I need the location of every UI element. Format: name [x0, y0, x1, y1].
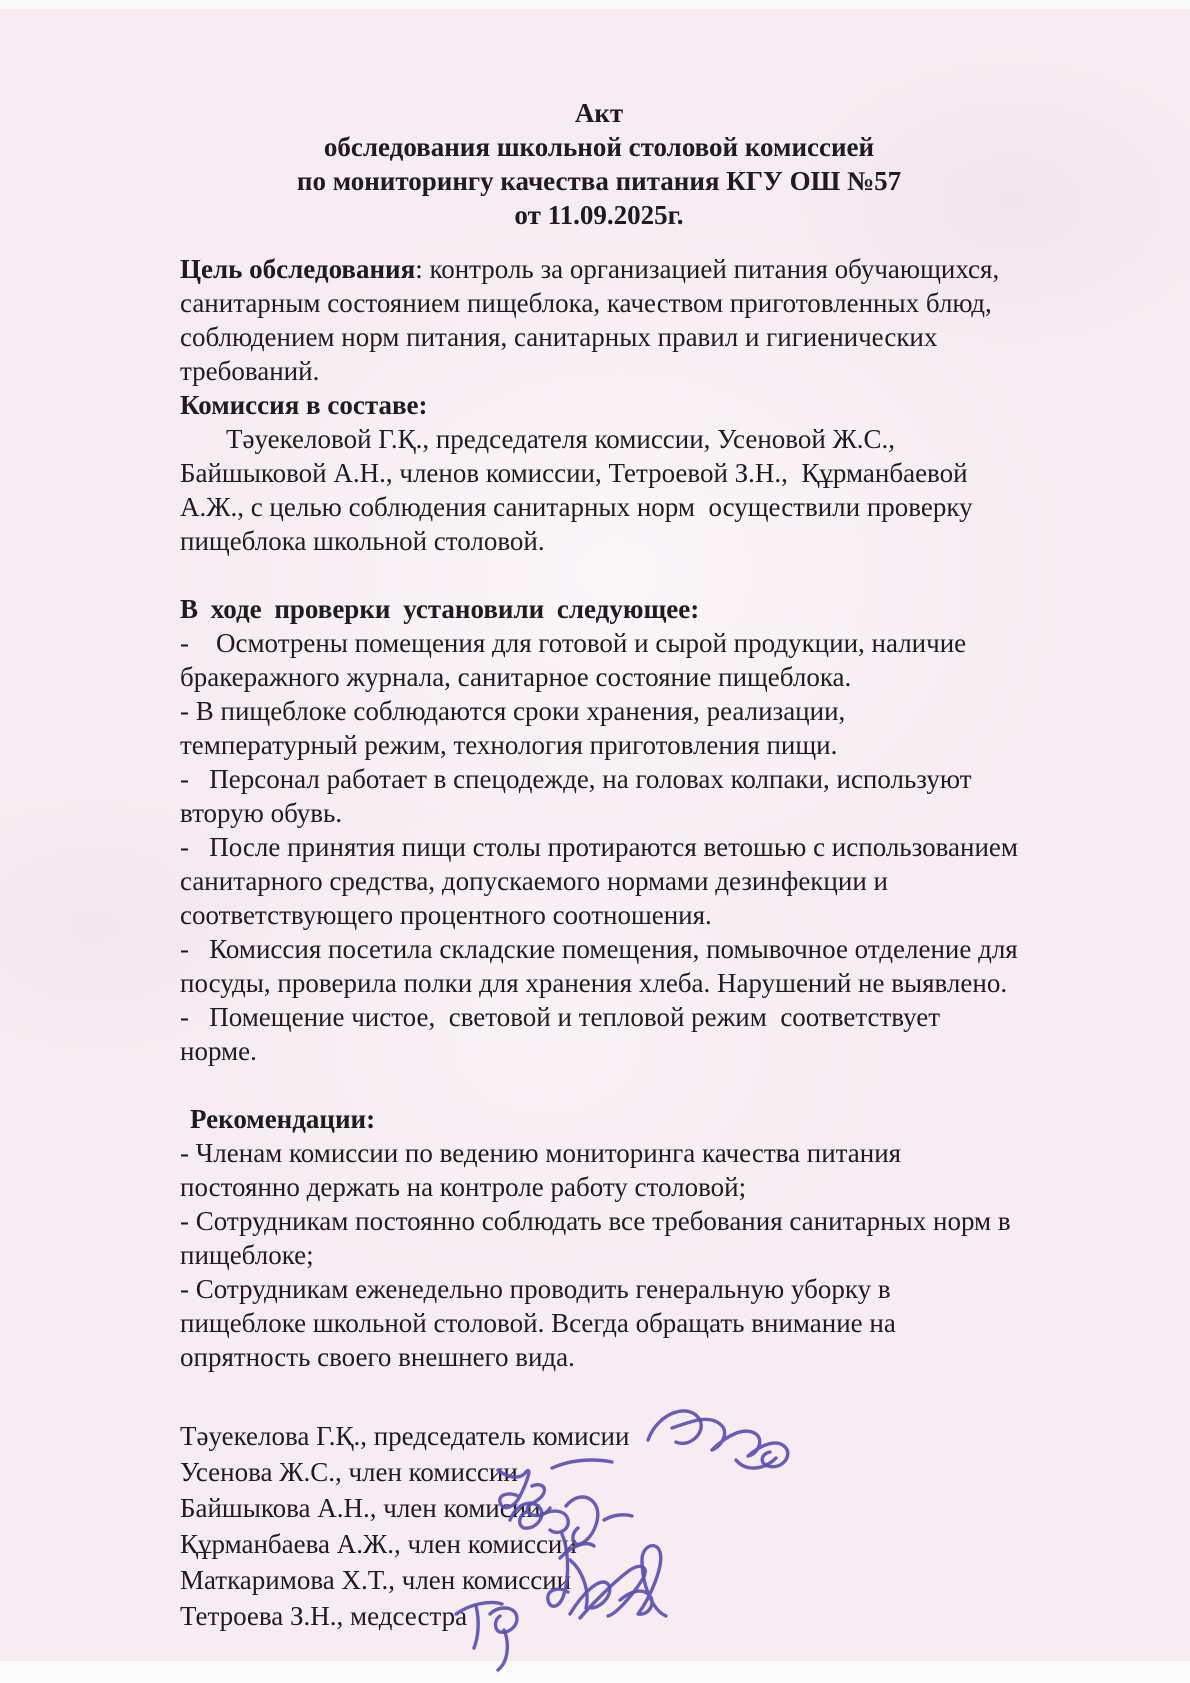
findings-heading: В ходе проверки установили следующее:: [180, 594, 700, 624]
finding-item: - Осмотрены помещения для готовой и сырой продукции, наличие бракеражного журнала, санитарное состояние пищеблока.: [180, 628, 973, 692]
scan-edge-top: [0, 0, 1190, 9]
finding-item: - После принятия пищи столы протираются ветошью с использованием санитарного средства, допускаемого нормами дезинфекции и соответствующего процентного соотношения.: [180, 832, 1025, 930]
document-title: [180, 96, 1018, 232]
finding-item: - Помещение чистое, световой и тепловой режим соответствует норме.: [180, 1002, 947, 1066]
recommendations-heading: Рекомендации:: [190, 1104, 376, 1134]
scan-edge-bottom: [0, 1661, 1190, 1683]
title-line-1: Акт: [574, 98, 624, 128]
signature-row: Құрманбаева А.Ж., член комиссии: [180, 1529, 577, 1559]
purpose-label: Цель обследования: [180, 254, 416, 284]
recommendation-item: - Членам комиссии по ведению мониторинга качества питания постоянно держать на контроле работу столовой;: [180, 1138, 908, 1202]
finding-item: - Комиссия посетила складские помещения, помывочное отделение для посуды, проверила полки для хранения хлеба. Нарушений не выявлено.: [180, 934, 1025, 998]
signature-row: Байшыкова А.Н., член комисии: [180, 1493, 541, 1523]
signature-row: Тетроева З.Н., медсестра: [180, 1601, 468, 1631]
document-body: [180, 96, 1025, 1634]
finding-item: - Персонал работает в спецодежде, на головах колпаки, используют вторую обувь.: [180, 764, 979, 828]
title-line-2: обследования школьной столовой комиссией: [323, 132, 875, 162]
signature-block: [180, 1418, 1018, 1634]
finding-item: - В пищеблоке соблюдаются сроки хранения, реализации, температурный режим, технология приготовления пищи.: [180, 696, 853, 760]
commission-paragraph: Тәуекеловой Г.Қ., председателя комиссии, Усеновой Ж.С., Байшыковой А.Н., членов комиссии, Тетроевой З.Н., Құрманбаевой А.Ж., с целью соблюдения санитарных норм осуществили проверку пищеблока школьной столовой.: [180, 424, 980, 556]
recommendation-item: - Сотрудникам постоянно соблюдать все требования санитарных норм в пищеблоке;: [180, 1206, 1018, 1270]
signature-row: Тәуекелова Г.Қ., председатель комисии: [180, 1421, 630, 1451]
commission-heading: Комиссия в составе:: [180, 390, 428, 420]
title-line-4: от 11.09.2025г.: [514, 200, 684, 230]
purpose-text: : контроль за организацией питания обучающихся, санитарным состоянием пищеблока, качеством приготовленных блюд, соблюдением норм питания, санитарных правил и гигиенических требований.: [180, 254, 1006, 386]
signature-row: Маткаримова Х.Т., член комиссии: [180, 1565, 572, 1595]
purpose-paragraph: [180, 252, 1018, 388]
title-line-3: по мониторингу качества питания КГУ ОШ №57: [296, 166, 902, 196]
recommendation-item: - Сотрудникам еженедельно проводить генеральную уборку в пищеблоке школьной столовой. Всегда обращать внимание на опрятность своего внешнего вида.: [180, 1274, 903, 1372]
signature-row: Усенова Ж.С., член комиссии: [180, 1457, 518, 1487]
